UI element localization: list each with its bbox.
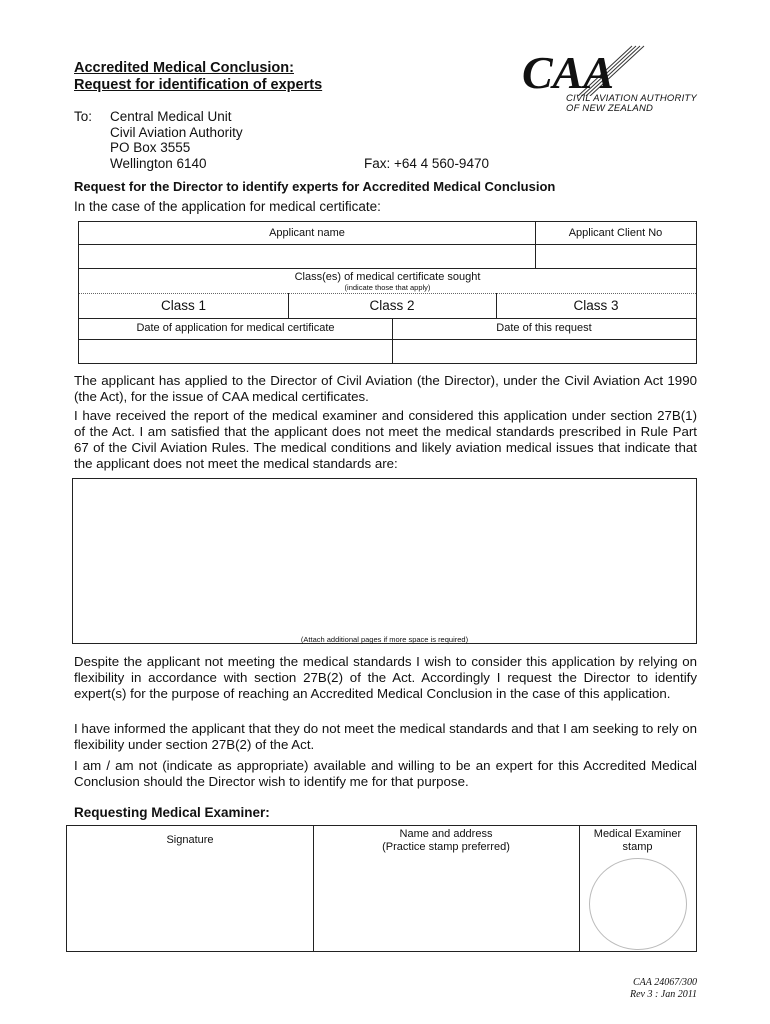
logo-org-name (566, 94, 697, 114)
date-request-field[interactable] (393, 340, 696, 363)
caa-logo (520, 44, 700, 116)
logo-org-line-2: OF NEW ZEALAND (566, 103, 654, 114)
stamp-label (579, 828, 696, 854)
title-line-1: Accredited Medical Conclusion: (74, 60, 294, 76)
fax-number: Fax: +64 4 560-9470 (364, 156, 489, 171)
paragraph-report: I have received the report of the medical examiner and considered this application under section 27B(1) of the Act. I am satisfied that the applicant does not meet the medical standards prescribed in Rule Part 67 of the Civil Aviation Rules. The medical conditions and likely aviation medical issues that indicate that the applicant does not meet the medical standards are: (74, 408, 697, 471)
name-address-line-1: Name and address (399, 828, 493, 840)
class-1-option[interactable]: Class 1 (160, 298, 206, 313)
paragraph-flexibility: Despite the applicant not meeting the medical standards I wish to consider this application by relying on flexibility in accordance with section 27B(2) of the Act. Accordingly I request the Director to identify expert(s) for the purpose of reaching an Accredited Medical Conclusion in the case of this application. (74, 654, 697, 701)
logo-letters: CAA (522, 47, 615, 96)
client-no-label: Applicant Client No (568, 227, 663, 239)
signature-field[interactable] (67, 856, 313, 951)
address-line-1: Central Medical Unit (110, 109, 232, 124)
stamp-line-1: Medical Examiner (593, 828, 682, 840)
examiner-table (66, 825, 697, 952)
classes-sought-label: Class(es) of medical certificate sought (294, 271, 481, 283)
applicant-name-field[interactable] (79, 245, 535, 268)
date-application-field[interactable] (79, 340, 392, 363)
name-address-field[interactable] (314, 856, 579, 951)
address-line-4: Wellington 6140 (110, 155, 207, 171)
requesting-examiner-heading: Requesting Medical Examiner: (74, 805, 270, 820)
paragraph-application: The applicant has applied to the Director of Civil Aviation (the Director), under the Civil Aviation Act 1990 (the Act), for the issue of CAA medical certificates. (74, 373, 697, 404)
stamp-circle[interactable] (589, 858, 687, 950)
in-case-text: In the case of the application for medical certificate: (74, 199, 381, 214)
date-application-label: Date of application for medical certificate (136, 322, 335, 334)
signature-label: Signature (166, 834, 214, 846)
medical-conditions-box[interactable] (72, 478, 697, 644)
client-no-field[interactable] (536, 245, 696, 268)
caa-logo-mark (520, 44, 650, 96)
stamp-line-2: stamp (622, 841, 653, 853)
form-number: CAA 24067/300 (633, 977, 697, 988)
form-reference (630, 977, 697, 1001)
class-3-option[interactable]: Class 3 (573, 298, 619, 313)
address-line-3: PO Box 3555 (110, 140, 191, 155)
applicant-name-label: Applicant name (269, 227, 345, 239)
to-label: To: (74, 109, 93, 124)
date-request-label: Date of this request (496, 322, 592, 334)
title-line-2: Request for identification of experts (74, 77, 323, 93)
request-heading: Request for the Director to identify experts for Accredited Medical Conclusion (74, 179, 556, 194)
name-address-label (313, 828, 579, 854)
form-revision: Rev 3 : Jan 2011 (629, 989, 697, 1000)
indicate-note: (indicate those that apply) (344, 283, 431, 292)
attach-note: (Attach additional pages if more space is required) (300, 635, 469, 644)
class-2-option[interactable]: Class 2 (369, 298, 415, 313)
logo-org-line-1: CIVIL AVIATION AUTHORITY (566, 93, 697, 104)
page-title (74, 60, 322, 94)
address-line-2: Civil Aviation Authority (110, 124, 243, 140)
paragraph-availability: I am / am not (indicate as appropriate) available and willing to be an expert for this Accredited Medical Conclusion should the Director wish to identify me for that purpose. (74, 758, 697, 789)
applicant-table (78, 221, 697, 364)
paragraph-informed: I have informed the applicant that they do not meet the medical standards and that I am seeking to rely on flexibility under section 27B(2) of the Act. (74, 721, 697, 752)
name-address-line-2: (Practice stamp preferred) (382, 841, 510, 853)
